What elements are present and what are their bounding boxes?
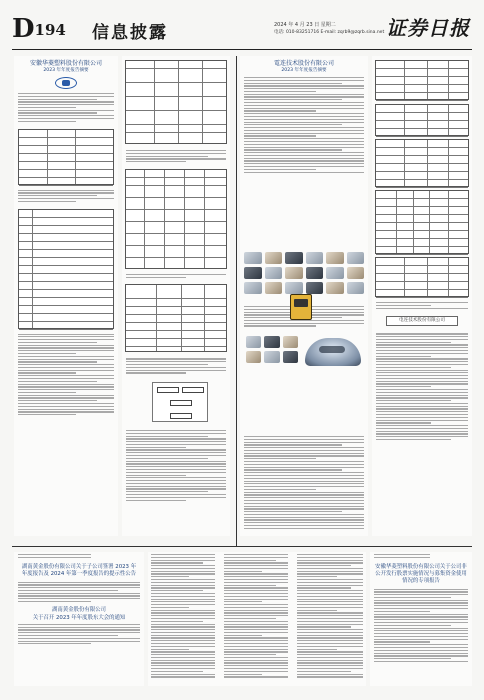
col4-table-3 xyxy=(375,139,469,187)
col2-body-2 xyxy=(122,272,230,282)
col2-table-2 xyxy=(125,169,227,269)
br-body xyxy=(370,587,472,666)
bottom-left-announcement xyxy=(14,552,144,686)
col2-body-3 xyxy=(122,355,230,378)
col4-body-1 xyxy=(372,300,472,312)
col3-body-top xyxy=(240,74,368,177)
col1-company-name: 安徽华菱塑料股份有限公司 xyxy=(29,60,102,67)
masthead xyxy=(12,12,472,50)
col1-table-1 xyxy=(18,129,114,185)
br-announcement-title: 安徽华菱塑料股份有限公司关于公司非公开发行股票实施情况与募集资金使用情况的专项报告 xyxy=(375,563,467,584)
publication-date: 2024 年 4 月 23 日 星期二 xyxy=(274,22,336,28)
page-number: 194 xyxy=(34,21,66,39)
col4-body-2 xyxy=(372,330,472,444)
col2-table-1 xyxy=(125,60,227,144)
bottom-right-announcement xyxy=(370,552,472,686)
column-2-tables xyxy=(122,56,230,536)
col1-report-title: 2023 年年度报告摘要 xyxy=(43,68,89,73)
col3-device-photo xyxy=(290,294,312,320)
bl-company-name: 湖南黄金股份有限公司 xyxy=(52,606,106,613)
contact-line: 电话: 010-83251716 E-mail: zqrb9@zqrb.sina.net xyxy=(274,30,385,35)
newspaper-logo: 证券日报 xyxy=(386,16,470,40)
page-code xyxy=(12,16,66,43)
col3-company-name: 電连技术股份有限公司 xyxy=(273,60,334,67)
bl-header-lines xyxy=(14,552,144,562)
col4-table-1 xyxy=(375,60,469,100)
lower-rule xyxy=(12,546,472,547)
company-emblem-icon xyxy=(55,77,77,89)
col4-table-4 xyxy=(375,190,469,254)
col3-body-bottom xyxy=(240,434,368,533)
bl-body-2 xyxy=(14,622,144,648)
col2-body-1 xyxy=(122,148,230,166)
br-header-lines xyxy=(370,552,472,562)
col4-table-2 xyxy=(375,104,469,136)
col1-body-top xyxy=(14,91,118,126)
col1-body-bottom xyxy=(14,332,118,419)
bm-col-3 xyxy=(294,554,366,679)
bl-announcement-title: 湖南黄金股份有限公司关于子公司签署 2023 年年度报告及 2024 年第一季度报告的提示性公告 xyxy=(21,563,137,577)
page-letter: D xyxy=(12,14,34,44)
bm-col-2 xyxy=(221,554,291,679)
bl-body-1 xyxy=(14,580,144,606)
section-title: 信息披露 xyxy=(92,23,168,43)
bl-subtitle: 关于召开 2023 年年度股东大会的通知 xyxy=(32,614,126,621)
center-divider xyxy=(236,56,237,546)
column-4-tables xyxy=(372,56,472,536)
column-1-report xyxy=(14,56,118,536)
bm-col-1 xyxy=(148,554,218,679)
col3-connector-photos xyxy=(246,336,298,363)
col1-body-mid xyxy=(14,188,118,206)
col2-table-3 xyxy=(125,284,227,352)
col1-table-2 xyxy=(18,209,114,329)
col2-body-4 xyxy=(122,428,230,504)
col3-report-title: 2023 年年度报告摘要 xyxy=(281,68,327,73)
col4-table-5 xyxy=(375,257,469,297)
bottom-middle-text xyxy=(148,552,366,686)
col2-equity-chart xyxy=(152,382,208,422)
col3-product-photos xyxy=(244,252,364,294)
col4-boxed-label: 电连技术股份有限公司 xyxy=(386,316,458,326)
